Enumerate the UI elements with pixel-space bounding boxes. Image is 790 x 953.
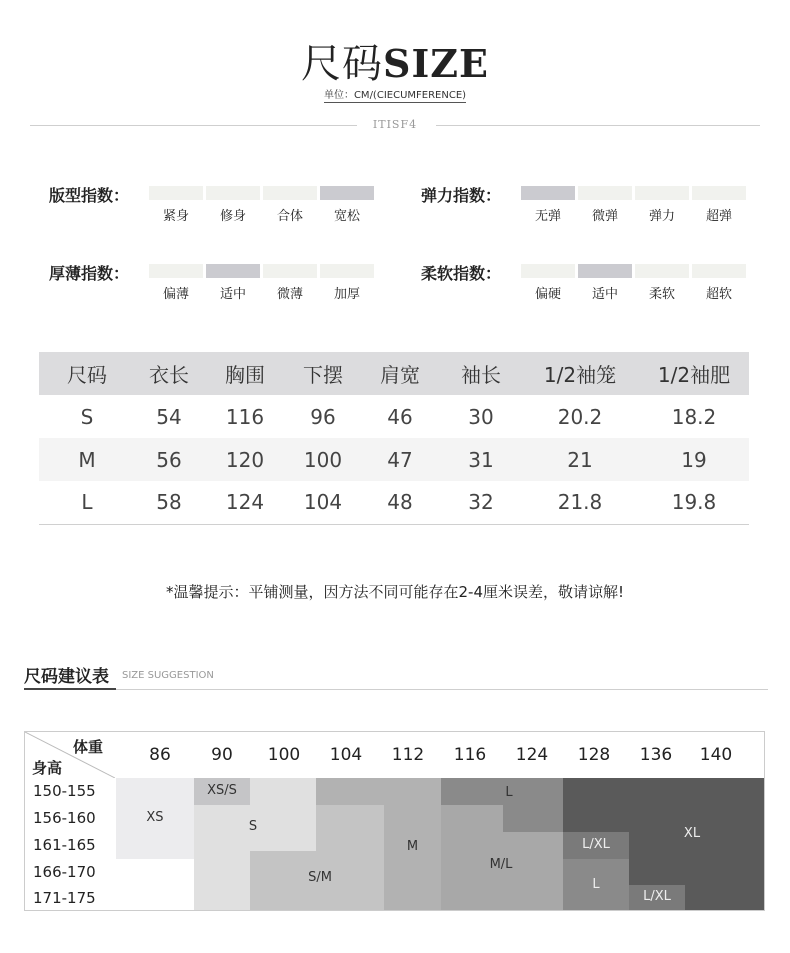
thickness-option: 偏薄 [162,287,189,302]
divider-label: ITISF4 [372,118,418,131]
table-cell: 21.8 [521,481,639,524]
thickness-option: 微薄 [276,287,303,302]
stretch-seg-4 [692,186,746,200]
label-m-l: M/L [489,857,513,872]
softness-seg-3 [635,264,689,278]
table-cell: 116 [225,404,265,429]
weight-header: 112 [391,745,425,765]
weight-header: 124 [515,745,549,765]
table-cell: 19.8 [639,481,749,524]
height-axis-label: 身高 [32,759,63,777]
height-row-label: 166-170 [33,863,96,881]
column-header: 袖长 [441,352,521,395]
thickness-seg-3 [263,264,317,278]
table-cell: 32 [441,481,521,524]
title-en: SIZE [383,41,489,86]
column-header: 下摆 [287,352,359,395]
height-row-label: 161-165 [33,836,96,854]
stretch-seg-2 [578,186,632,200]
stretch-option: 弹力 [648,209,675,224]
softness-seg-4 [692,264,746,278]
fit-option: 紧身 [162,209,189,224]
fit-index-label: 版型指数： [49,186,130,205]
table-cell: 56 [135,438,203,481]
table-cell: 120 [203,438,287,481]
column-header: 胸围 [203,352,287,395]
softness-seg-1 [521,264,575,278]
label-s-m: S/M [308,870,332,885]
table-cell: 48 [359,481,441,524]
softness-option: 超软 [705,287,732,302]
title-cn: 尺码 [301,41,384,87]
weight-header: 100 [267,745,301,765]
label-xs: XS [146,810,164,825]
softness-option: 适中 [591,287,618,302]
softness-index-label: 柔软指数： [421,264,502,283]
suggestion-divider [24,689,768,690]
label-xs-s: XS/S [207,783,237,798]
fit-seg-4-selected [320,186,374,200]
unit-note [0,86,790,101]
stretch-seg-3 [635,186,689,200]
fit-option: 修身 [219,209,246,224]
fit-option: 宽松 [333,209,360,224]
weight-header: 86 [149,745,171,765]
size-suggestion-grid [24,731,765,911]
table-cell: 30 [468,404,494,429]
height-row-label: 171-175 [33,889,96,907]
label-l-top: L [505,785,513,800]
page-title [0,32,790,89]
height-row-label: 150-155 [33,782,96,800]
weight-header: 90 [211,745,233,765]
softness-option: 柔软 [648,287,675,302]
column-header: 衣长 [135,352,203,395]
label-m: M [406,839,419,854]
label-l-xl-bottom: L/XL [643,889,671,904]
table-cell: 104 [287,481,359,524]
label-s: S [248,819,258,834]
table-cell: 47 [359,438,441,481]
label-l-lower: L [592,877,600,892]
thickness-seg-4 [320,264,374,278]
weight-axis-label: 体重 [73,738,104,756]
thickness-option: 加厚 [333,287,360,302]
table-cell: 31 [441,438,521,481]
table-cell: 20.2 [557,404,603,429]
block-s-m-upper [316,805,384,851]
table-cell: 46 [387,404,413,429]
table-cell: 21 [521,438,639,481]
suggestion-title: 尺码建议表 [24,667,109,687]
suggestion-title-en: SIZE SUGGESTION [122,670,214,681]
column-header: 肩宽 [359,352,441,395]
softness-seg-2-selected [578,264,632,278]
weight-header: 104 [329,745,363,765]
table-row [39,481,749,524]
softness-option: 偏硬 [534,287,561,302]
stretch-seg-1-selected [521,186,575,200]
table-cell: 54 [156,404,182,429]
table-row [39,438,749,481]
label-l-xl-mid: L/XL [582,837,610,852]
thickness-seg-2-selected [206,264,260,278]
label-xl: XL [683,826,701,841]
block-m [384,805,441,911]
block-m-top [316,778,441,805]
unit-text: 单位：CM/(CIECUMFERENCE) [323,90,467,101]
table-cell: 19 [639,438,749,481]
column-header: 1/2袖笼 [521,352,639,395]
stretch-option: 超弹 [705,209,732,224]
size-table [39,352,749,525]
table-cell: S [80,404,94,429]
table-cell: 58 [135,481,203,524]
block-s-left [194,851,250,911]
measurement-tip: *温馨提示：平铺测量，因方法不同可能存在2-4厘米误差，敬请谅解! [165,583,625,601]
fit-seg-2 [206,186,260,200]
fit-option: 合体 [276,209,303,224]
weight-header: 116 [453,745,487,765]
fit-seg-3 [263,186,317,200]
weight-header: 136 [639,745,673,765]
table-cell: 100 [287,438,359,481]
weight-header: 128 [577,745,611,765]
stretch-index-label: 弹力指数： [421,186,502,205]
table-row [39,395,749,438]
table-header-row [39,352,749,395]
stretch-option: 微弹 [591,209,618,224]
thickness-index-label: 厚薄指数： [49,264,130,283]
table-cell: 96 [310,404,336,429]
table-cell: 18.2 [671,404,717,429]
stretch-option: 无弹 [534,209,561,224]
thickness-option: 适中 [219,287,246,302]
column-header: 1/2袖肥 [639,352,749,395]
weight-header: 140 [699,745,733,765]
table-cell: M [39,438,135,481]
fit-seg-1 [149,186,203,200]
table-cell: 124 [203,481,287,524]
thickness-seg-1 [149,264,203,278]
suggestion-underline [24,688,116,690]
table-cell: L [39,481,135,524]
block-s-top [250,778,316,805]
height-row-label: 156-160 [33,809,96,827]
block-l-top-2 [503,805,563,832]
column-header: 尺码 [39,352,135,395]
